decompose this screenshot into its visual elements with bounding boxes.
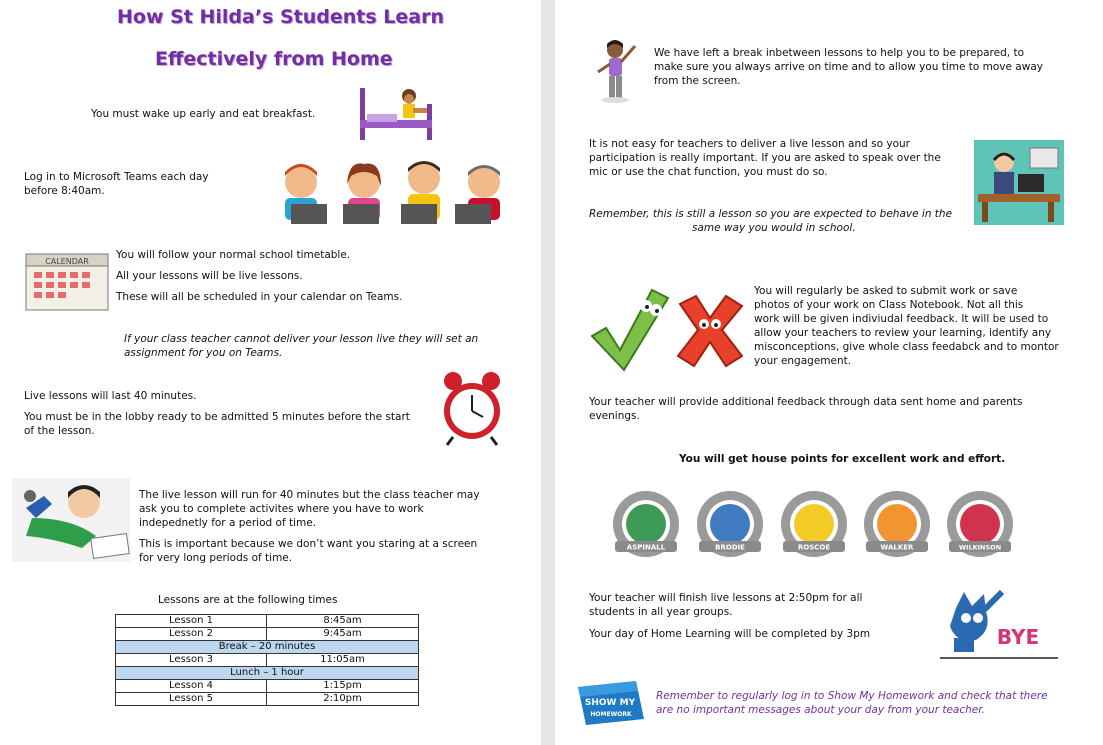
submit-line-2: photos of your work on Class Notebook. Not all this [754,299,1024,311]
house-badge-roscoe [779,489,849,559]
submit-line-3: work will be given indiviudal feedback. It will be used to [754,313,1049,325]
login-line-2: before 8:40am. [24,185,105,197]
feedback-line-2: evenings. [589,410,640,422]
house-points-text: You will get house points for excellent work and effort. [679,453,1006,465]
live-duration-text: Live lessons will last 40 minutes. [24,390,197,402]
smhw-line-1: SHOW MY [584,698,636,708]
house-badge-wilkinson [945,489,1015,559]
timetable-line-1: You will follow your normal school timetable. [116,249,351,261]
reminder-line-1: Remember to regularly log in to Show My Homework and check that there [656,690,1048,702]
kid-drawing-icon [12,478,130,562]
lesson-time: 1:15pm [267,680,419,693]
lobby-line-2: of the lesson. [24,425,95,437]
participation-line-3: mic or use the chat function, you must do so. [589,166,828,178]
alarm-clock-icon [439,369,505,447]
lesson-time: 9:45am [267,628,419,641]
wake-text: You must wake up early and eat breakfast. [91,108,316,120]
break-line-1: We have left a break inbetween lessons to help you to be prepared, to [654,47,1024,59]
table-row [116,615,419,628]
bye-cat-icon [940,588,1065,663]
behave-line-2: same way you would in school. [692,222,856,234]
lesson-label: Lesson 4 [116,680,267,693]
submit-line-4: allow your teachers to review your learning, identify any [754,327,1052,339]
lesson-times-table [115,614,419,706]
screen-line-2: for very long periods of time. [139,552,293,564]
lobby-line-1: You must be in the lobby ready to be admitted 5 minutes before the start [24,411,410,423]
independent-line-3: indepednetly for a period of time. [139,517,317,529]
lesson-label: Lesson 1 [116,615,267,628]
timetable-line-2: All your lessons will be live lessons. [116,270,303,282]
complete-text: Your day of Home Learning will be completed by 3pm [589,628,871,640]
login-line-1: Log in to Microsoft Teams each day [24,171,209,183]
finish-line-1: Your teacher will finish live lessons at 2:50pm for all [589,592,863,604]
feedback-line-1: Your teacher will provide additional feedback through data sent home and parents [589,396,1023,408]
title-line-2: Effectively from Home [155,48,393,70]
lesson-time: 11:05am [267,654,419,667]
lunch-row [116,667,419,680]
submit-line-6: your engagement. [754,355,852,367]
students-laptops-icon [269,154,521,232]
lunch-label: Lunch – 1 hour [116,667,419,680]
tick-and-cross-icon [588,284,748,374]
lesson-label: Lesson 5 [116,693,267,706]
house-badge-brodie [695,489,765,559]
table-row [116,628,419,641]
house-name: WILKINSON [958,543,1002,552]
left-page [0,0,541,745]
submit-line-1: You will regularly be asked to submit work or save [754,285,1018,297]
table-row [116,654,419,667]
assignment-line-1: If your class teacher cannot deliver your lesson live they will set an [124,333,479,345]
bye-text: BYE [996,625,1040,649]
house-name: ROSCOE [797,543,831,552]
smhw-line-2: HOMEWORK [590,711,632,718]
break-row [116,641,419,654]
bed-icon [357,82,437,144]
break-line-2: make sure you always arrive on time and to allow you time to move away [654,61,1043,73]
screen-line-1: This is important because we don’t want you staring at a screen [139,538,478,550]
submit-line-5: misconceptions, give whole class feedabck and to montor [754,341,1059,353]
calendar-icon [24,250,110,314]
independent-line-2: ask you to complete activites where you have to work [139,503,424,515]
times-heading: Lessons are at the following times [158,594,338,606]
house-badge-aspinall [611,489,681,559]
stretching-girl-icon [593,38,643,104]
assignment-line-2: assignment for you on Teams. [124,347,283,359]
behave-line-1: Remember, this is still a lesson so you are expected to behave in the [589,208,953,220]
lesson-time: 2:10pm [267,693,419,706]
table-row [116,693,419,706]
show-my-homework-logo-icon [572,679,650,727]
house-name: BRODIE [715,543,745,552]
timetable-line-3: These will all be scheduled in your calendar on Teams. [116,291,403,303]
house-name: ASPINALL [626,543,666,552]
participation-line-1: It is not easy for teachers to deliver a live lesson and so your [589,138,910,150]
independent-line-1: The live lesson will run for 40 minutes but the class teacher may [139,489,480,501]
lesson-label: Lesson 3 [116,654,267,667]
table-row [116,680,419,693]
lesson-label: Lesson 2 [116,628,267,641]
title-line-1: How St Hilda’s Students Learn [117,6,445,28]
house-badge-walker [862,489,932,559]
participation-line-2: participation is really important. If you are asked to speak over the [589,152,941,164]
break-label: Break – 20 minutes [116,641,419,654]
calendar-word: CALENDAR [45,257,89,266]
reminder-line-2: are no important messages about your day from your teacher. [656,704,985,716]
right-page [555,0,1103,745]
break-line-3: from the screen. [654,75,741,87]
lesson-time: 8:45am [267,615,419,628]
finish-line-2: students in all year groups. [589,606,733,618]
house-name: WALKER [880,543,914,552]
teacher-desk-icon [974,140,1064,225]
